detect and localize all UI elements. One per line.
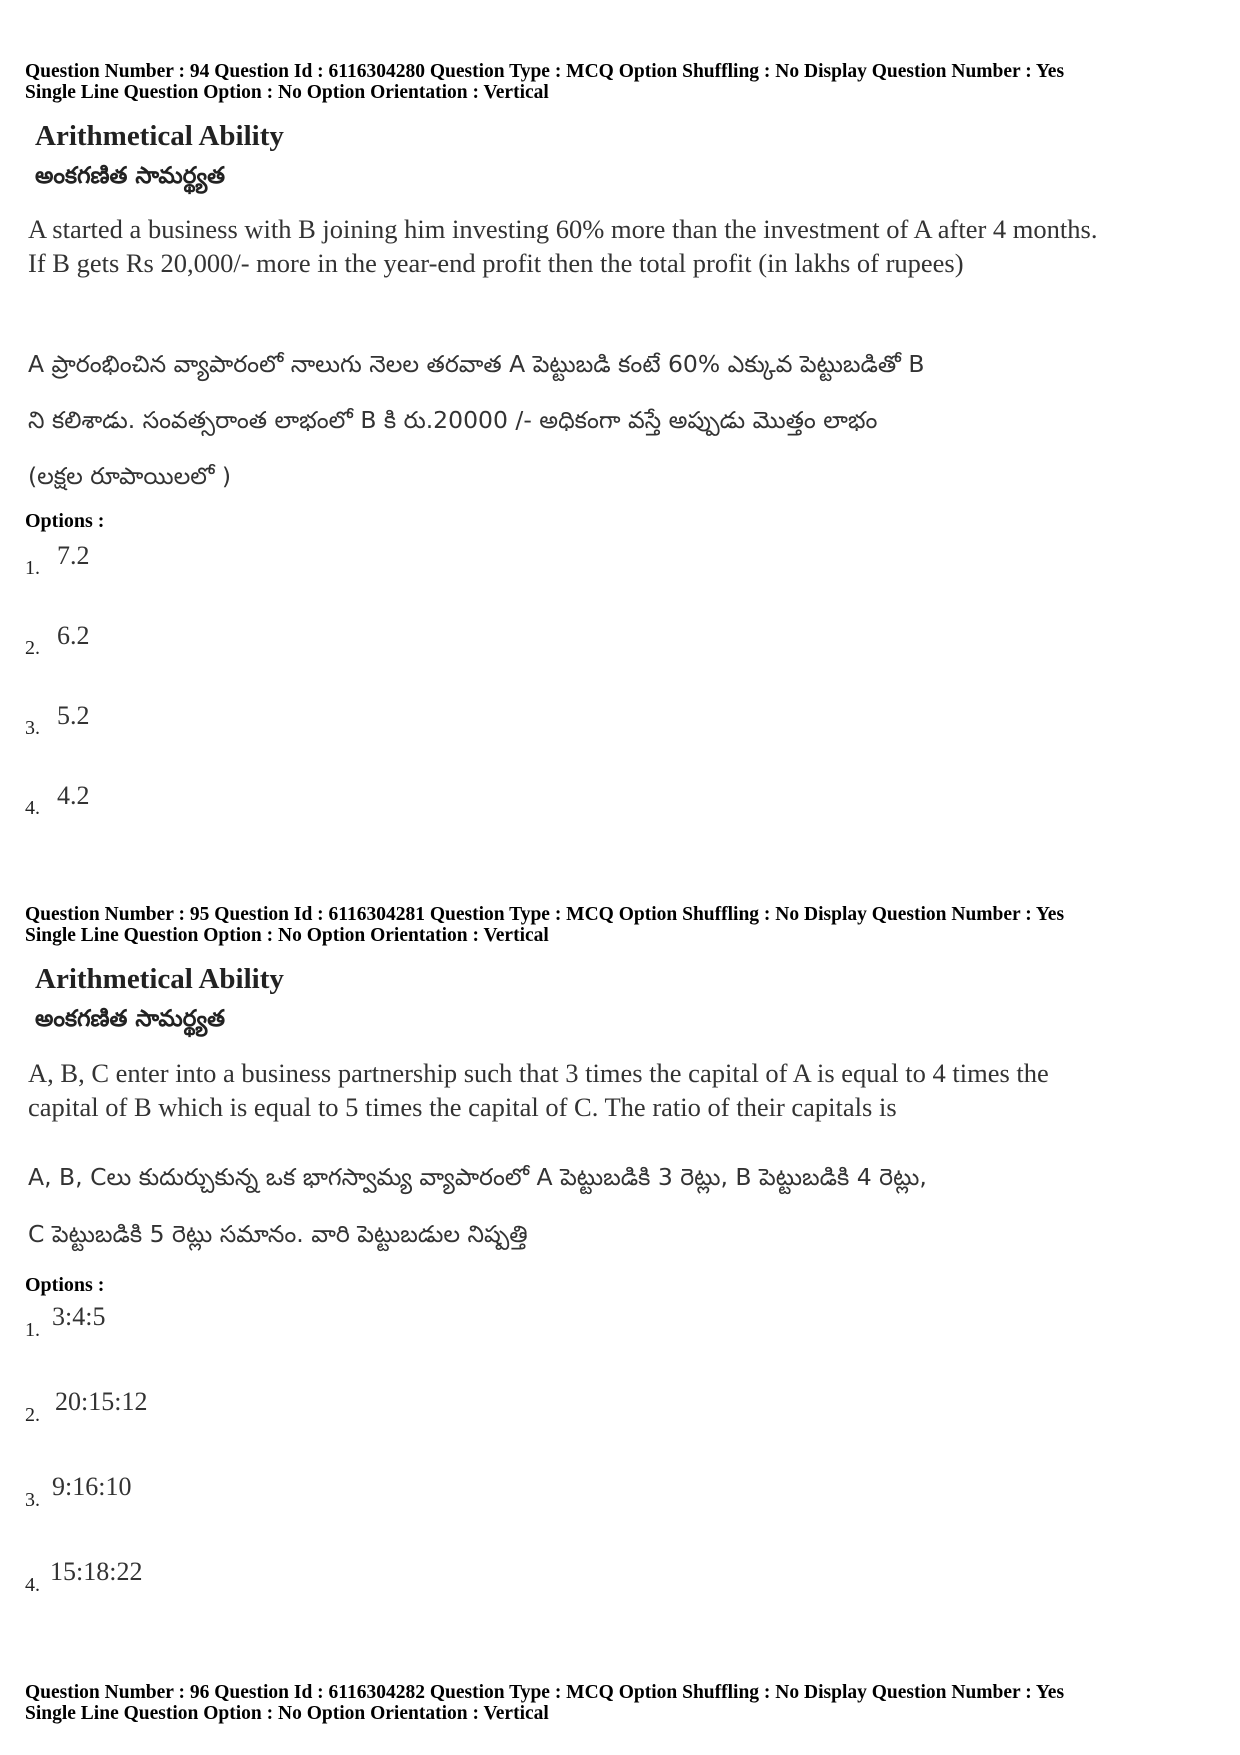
option-value[interactable]: 3:4:5 bbox=[52, 1302, 106, 1331]
option-value[interactable]: 4.2 bbox=[57, 781, 90, 810]
option-number: 4. bbox=[25, 1574, 40, 1596]
option-value[interactable]: 5.2 bbox=[57, 701, 90, 730]
question-meta-line: Question Number : 94 Question Id : 6116304280 Question Type : MCQ Option Shuffling : No Display Question Number : Yes bbox=[25, 61, 1065, 82]
option-value[interactable]: 15:18:22 bbox=[50, 1557, 143, 1586]
option-number: 4. bbox=[25, 797, 40, 819]
question-heading: Arithmetical Ability bbox=[35, 120, 284, 152]
question-meta-line: Question Number : 96 Question Id : 6116304282 Question Type : MCQ Option Shuffling : No Display Question Number : Yes bbox=[25, 1682, 1065, 1703]
option-number: 3. bbox=[25, 717, 40, 739]
question-meta-line: Single Line Question Option : No Option Orientation : Vertical bbox=[25, 1703, 549, 1724]
question-96-metadata bbox=[25, 1682, 1064, 1724]
option-value[interactable]: 6.2 bbox=[57, 621, 90, 650]
question-heading-telugu: అంకగణిత సామర్థ్యత bbox=[35, 163, 226, 189]
question-meta-line: Question Number : 95 Question Id : 6116304281 Question Type : MCQ Option Shuffling : No Display Question Number : Yes bbox=[25, 904, 1065, 925]
question-text: A started a business with B joining him investing 60% more than the investment of A after 4 months. If B gets Rs 20,000/- more in the year-end profit then the total profit (in lakhs of rupees) bbox=[28, 214, 1098, 278]
question-text-telugu-line: A, B, Cలు కుదుర్చుకున్న ఒక భాగస్వామ్య వ్యాపారంలో A పెట్టుబడికి 3 రెట్లు, B పెట్టుబడికి 4 రెట్లు, bbox=[28, 1163, 927, 1191]
question-text-telugu-line: (లక్షల రూపాయిలలో ) bbox=[28, 462, 232, 490]
question-text-telugu-line: ని కలిశాడు. సంవత్సరాంత లాభంలో B కి రు.20000 /- అధికంగా వస్తే అప్పుడు మొత్తం లాభం bbox=[28, 406, 878, 434]
option-number: 2. bbox=[25, 1404, 40, 1426]
question-heading-telugu: అంకగణిత సామర్థ్యత bbox=[35, 1006, 226, 1032]
option-value[interactable]: 20:15:12 bbox=[55, 1387, 148, 1416]
option-number: 1. bbox=[25, 1319, 40, 1341]
option-number: 2. bbox=[25, 637, 40, 659]
question-meta-line: Single Line Question Option : No Option Orientation : Vertical bbox=[25, 82, 549, 103]
option-value[interactable]: 7.2 bbox=[57, 541, 90, 570]
question-text: A, B, C enter into a business partnership such that 3 times the capital of A is equal to 4 times the capital of B which is equal to 5 times the capital of C. The ratio of their capitals is bbox=[28, 1058, 1049, 1122]
question-94-metadata bbox=[25, 61, 1064, 103]
question-95-metadata bbox=[25, 904, 1064, 946]
option-number: 1. bbox=[25, 557, 40, 579]
option-value[interactable]: 9:16:10 bbox=[52, 1472, 132, 1501]
question-text-telugu-line: C పెట్టుబడికి 5 రెట్లు సమానం. వారి పెట్టుబడుల నిష్పత్తి bbox=[28, 1220, 528, 1248]
question-text-telugu-line: A ప్రారంభించిన వ్యాపారంలో నాలుగు నెలల తరవాత A పెట్టుబడి కంటే 60% ఎక్కువ పెట్టుబడితో B bbox=[28, 350, 925, 378]
question-heading: Arithmetical Ability bbox=[35, 963, 284, 995]
options-label: Options : bbox=[25, 510, 105, 532]
question-meta-line: Single Line Question Option : No Option Orientation : Vertical bbox=[25, 925, 549, 946]
options-label: Options : bbox=[25, 1274, 105, 1296]
option-number: 3. bbox=[25, 1489, 40, 1511]
